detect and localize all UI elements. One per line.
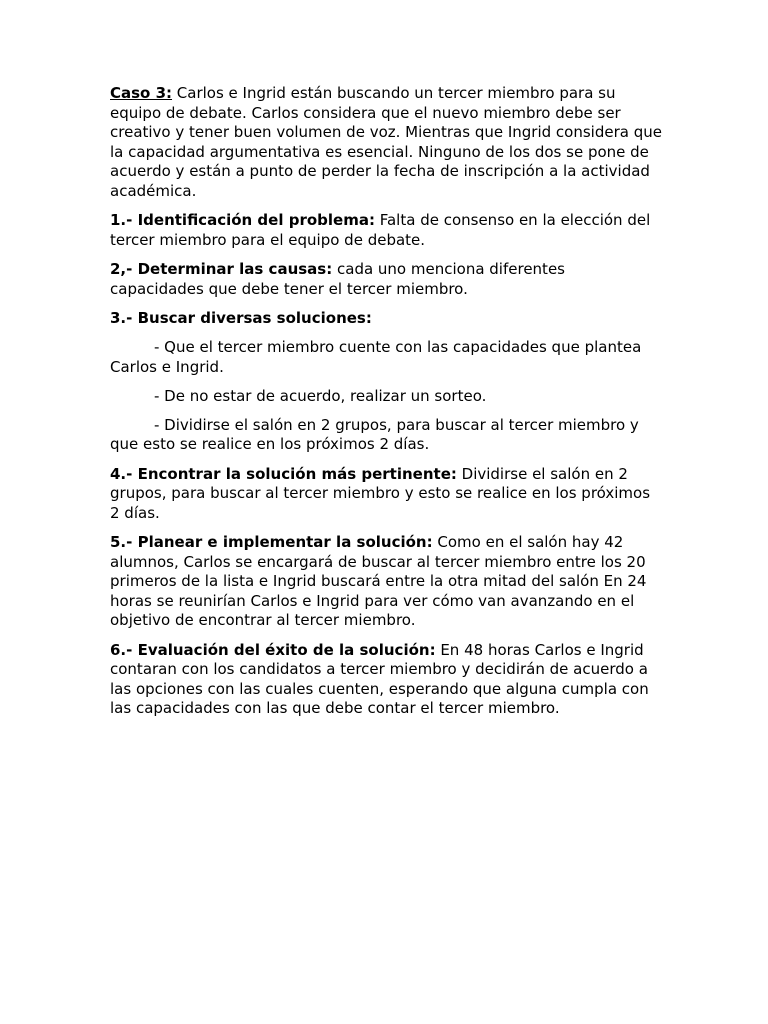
step-4-paragraph xyxy=(110,465,662,524)
case-intro-paragraph xyxy=(110,84,662,202)
step-2-paragraph xyxy=(110,260,662,299)
case-intro-text: Carlos e Ingrid están buscando un tercer miembro para su equipo de debate. Carlos considera que el nuevo miembro debe ser creativo y tener buen volumen de voz. Mientras que Ingrid considera que la capacidad argumentativa es esencial. Ninguno de los dos se pone de acuerdo y están a punto de perder la fecha de inscripción a la actividad académica. xyxy=(110,84,662,200)
step-3-heading: 3.- Buscar diversas soluciones: xyxy=(110,308,372,327)
option-2-text: - De no estar de acuerdo, realizar un sorteo. xyxy=(154,386,487,405)
step-1-text: Falta de consenso en la elección del tercer miembro para el equipo de debate. xyxy=(110,211,651,249)
step-5-heading: 5.- Planear e implementar la solución: xyxy=(110,533,433,552)
step-2-text: cada uno menciona diferentes capacidades que debe tener el tercer miembro. xyxy=(110,259,565,298)
step-4-text: Dividirse el salón en 2 grupos, para buscar al tercer miembro y esto se realice en los próximos 2 días. xyxy=(110,464,651,522)
option-3-paragraph xyxy=(110,416,662,455)
option-2-paragraph xyxy=(110,387,662,407)
step-5-text: Como en el salón hay 42 alumnos, Carlos se encargará de buscar al tercer miembro entre los 20 primeros de la lista e Ingrid buscará entre la otra mitad del salón En 24 horas se reunirían Carlos e Ingrid para ver cómo van avanzando en el objetivo de encontrar al tercer miembro. xyxy=(110,533,647,630)
step-1-paragraph xyxy=(110,211,662,250)
step-6-paragraph xyxy=(110,641,662,719)
document-page xyxy=(110,84,662,729)
option-1-text: - Que el tercer miembro cuente con las capacidades que plantea Carlos e Ingrid. xyxy=(110,337,642,376)
step-1-heading: 1.- Identificación del problema: xyxy=(110,211,375,230)
option-1-paragraph xyxy=(110,338,662,377)
case-label: Caso 3: xyxy=(110,84,173,102)
option-3-text: - Dividirse el salón en 2 grupos, para buscar al tercer miembro y que esto se realice en los próximos 2 días. xyxy=(110,415,639,454)
step-3-paragraph xyxy=(110,309,662,329)
step-2-heading: 2,- Determinar las causas: xyxy=(110,259,333,278)
step-5-paragraph xyxy=(110,533,662,631)
step-6-heading: 6.- Evaluación del éxito de la solución: xyxy=(110,640,436,659)
step-6-text: En 48 horas Carlos e Ingrid contaran con los candidatos a tercer miembro y decidirán de acuerdo a las opciones con las cuales cuenten, esperando que alguna cumpla con las capacidades con las que debe contar el tercer miembro. xyxy=(110,640,649,718)
step-4-heading: 4.- Encontrar la solución más pertinente: xyxy=(110,464,457,483)
